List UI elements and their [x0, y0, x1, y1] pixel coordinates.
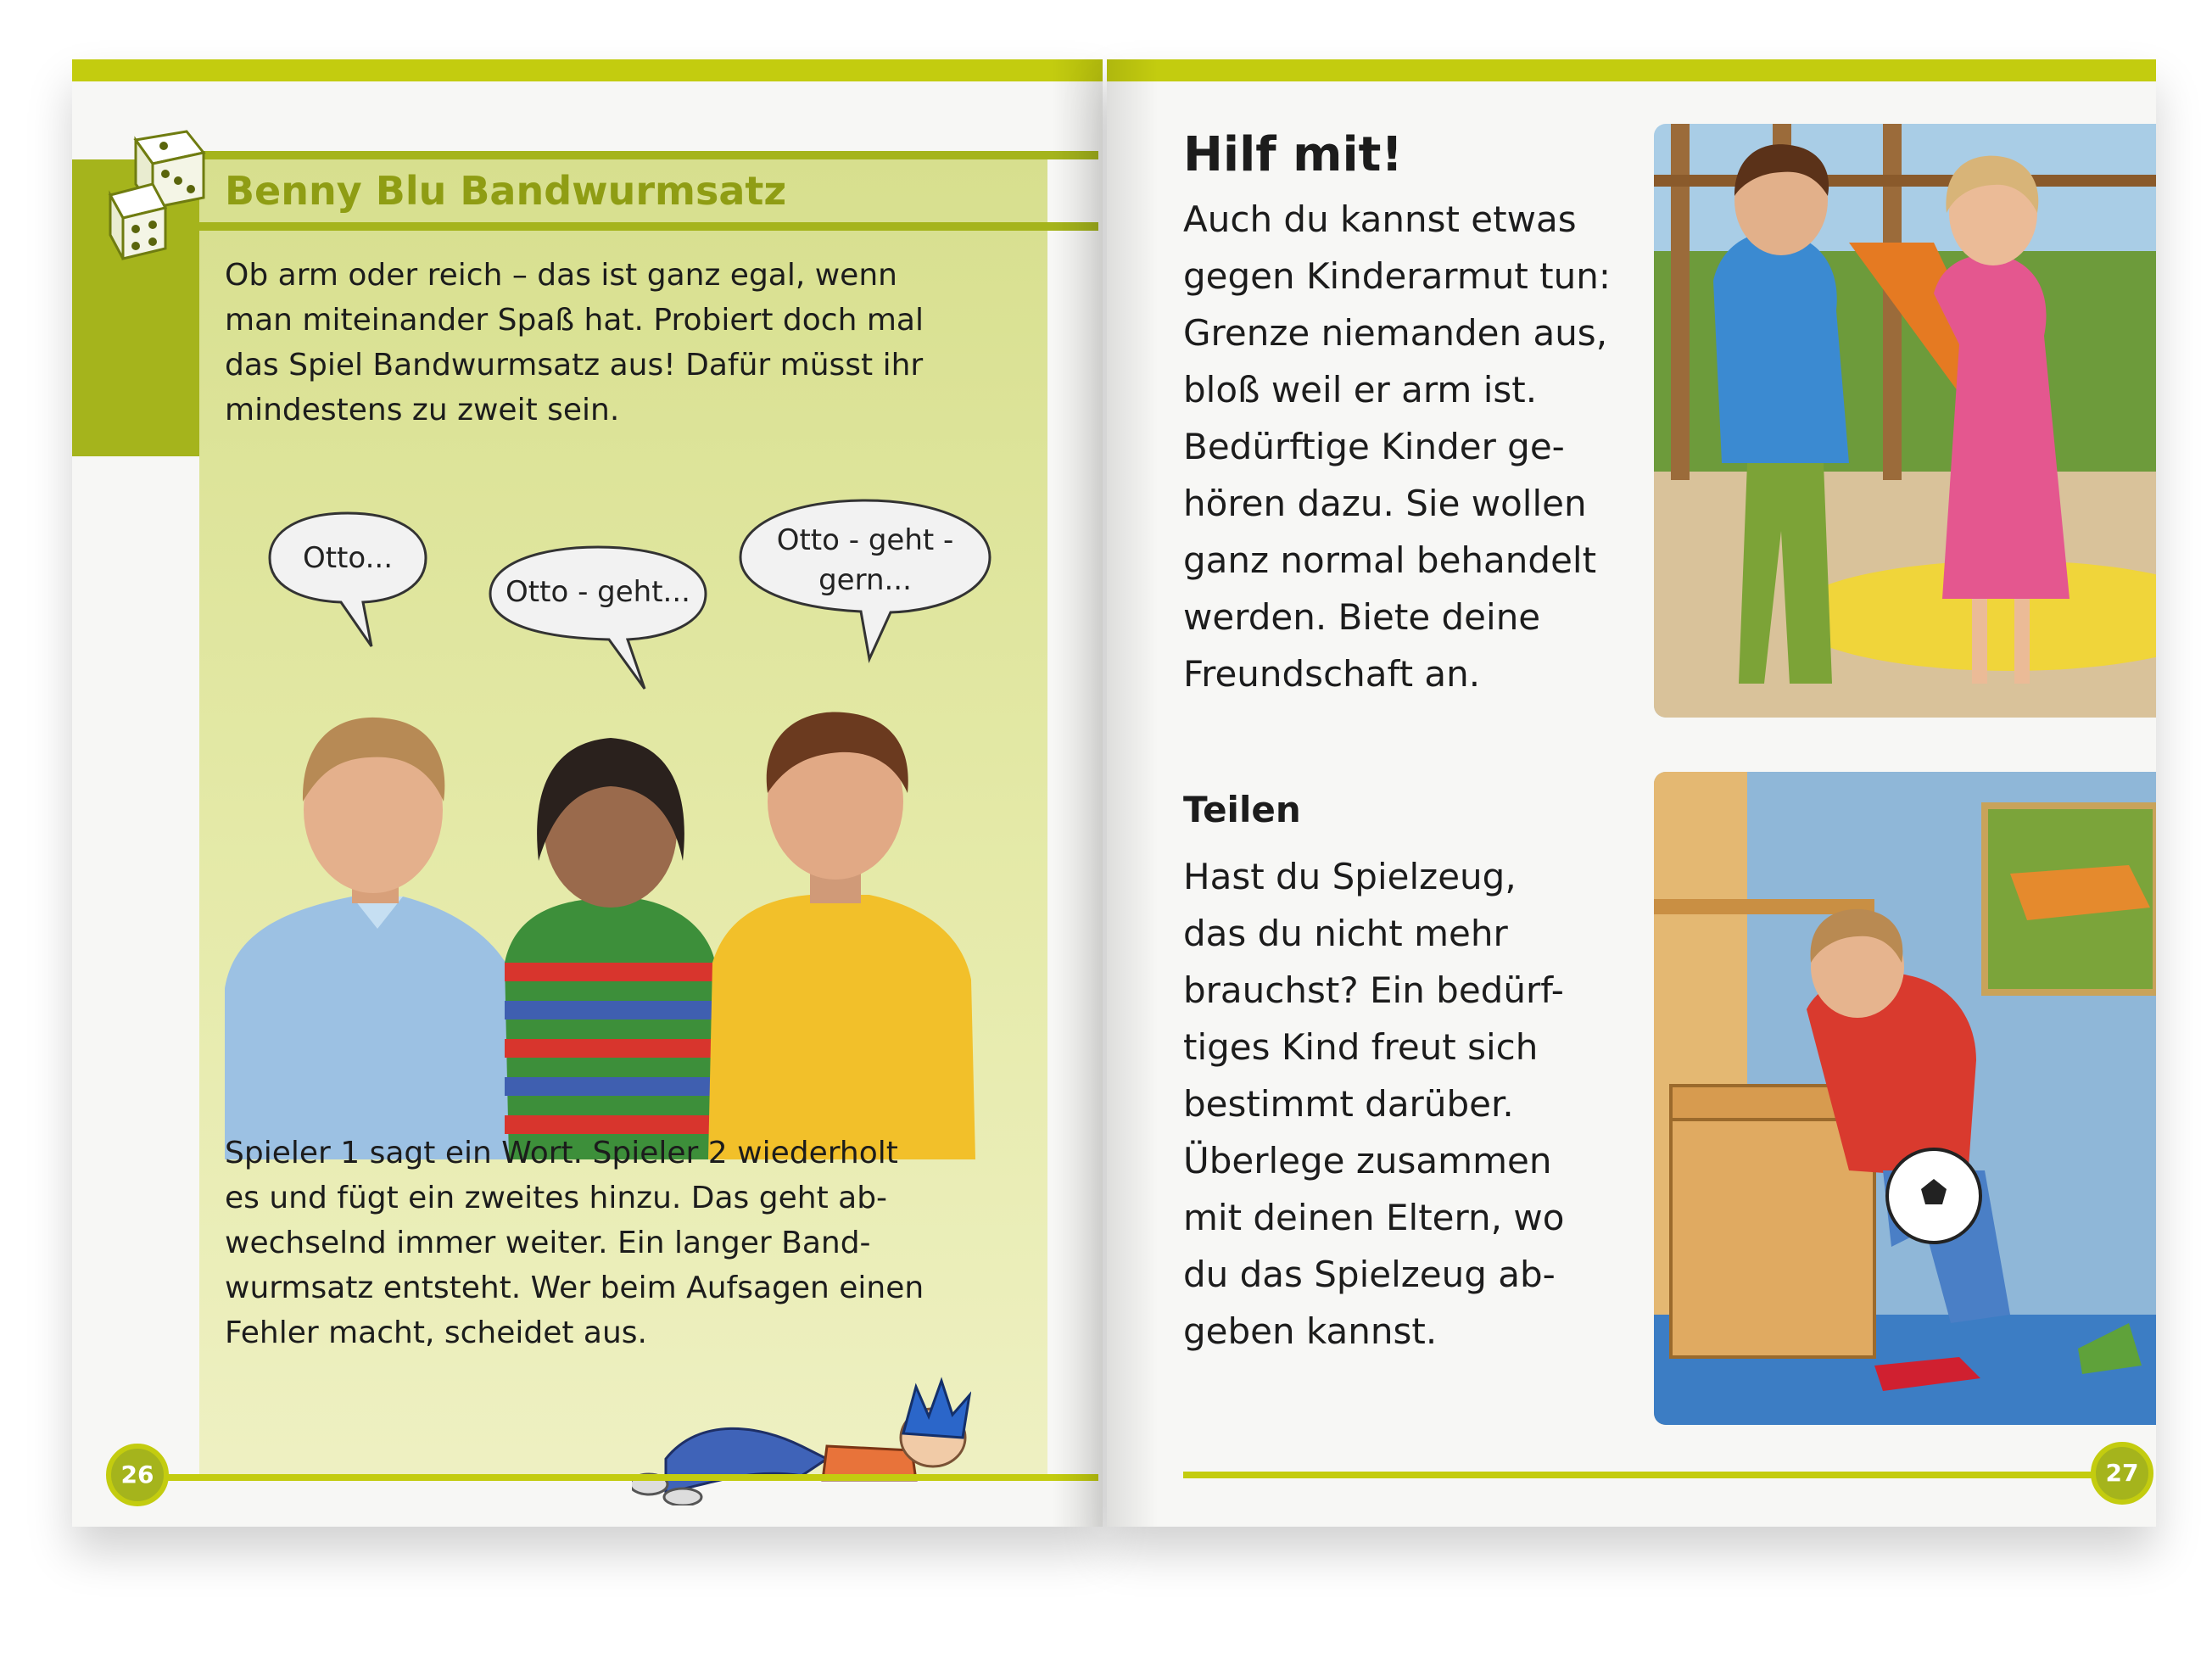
left-page — [72, 59, 1103, 1527]
text-line: das du nicht mehr — [1183, 913, 1508, 954]
text-line: mindestens zu zweit sein. — [225, 393, 620, 427]
text-line: gegen Kinderarmut tun: — [1183, 255, 1612, 297]
box-title: Benny Blu Bandwurmsatz — [225, 168, 787, 214]
text-line: bloß weil er arm ist. — [1183, 369, 1538, 411]
text-line: tiges Kind freut sich — [1183, 1026, 1539, 1068]
text-line: man miteinander Spaß hat. Probiert doch mal — [225, 303, 924, 338]
text-line: Grenze niemanden aus, — [1183, 312, 1608, 354]
dice-icon — [106, 123, 216, 267]
section-subtitle: Teilen — [1183, 789, 1301, 830]
text-line: Bedürftige Kinder ge- — [1183, 426, 1565, 467]
handshake-illustration — [1654, 124, 2156, 718]
text-line: Fehler macht, scheidet aus. — [225, 1315, 647, 1350]
sharing-paragraph — [1183, 848, 1667, 1360]
text-line: Freundschaft an. — [1183, 653, 1481, 695]
text-line: Überlege zusammen — [1183, 1140, 1552, 1181]
rules-paragraph — [225, 1131, 1039, 1355]
text-line: bestimmt darüber. — [1183, 1083, 1514, 1125]
text-line: ganz normal behandelt — [1183, 539, 1597, 581]
page-gutter-shadow — [1052, 59, 1103, 1527]
text-line: hören dazu. Sie wollen — [1183, 483, 1587, 524]
heading-rule-top — [199, 151, 1098, 159]
benny-blu-illustration — [632, 1366, 971, 1505]
speech-bubble-text: Otto - geht - — [776, 523, 954, 557]
footer-rule — [165, 1474, 1098, 1481]
text-line: Auch du kannst etwas — [1183, 198, 1577, 240]
text-line: das Spiel Bandwurmsatz aus! Dafür müsst ihr — [225, 348, 924, 383]
heading-rule-bottom — [199, 222, 1098, 231]
page-gutter-shadow — [1107, 59, 1158, 1527]
speech-bubble-text: Otto... — [302, 541, 394, 575]
children-illustration — [225, 708, 1009, 1159]
speech-bubble — [263, 509, 433, 653]
right-page — [1107, 59, 2156, 1527]
page-number: 27 — [2091, 1442, 2153, 1505]
text-line: Ob arm oder reich – das ist ganz egal, wenn — [225, 258, 897, 293]
text-line: wurmsatz entsteht. Wer beim Aufsagen einen — [225, 1271, 924, 1305]
text-line: es und fügt ein zweites hinzu. Das geht ab- — [225, 1181, 888, 1215]
text-line: Hast du Spielzeug, — [1183, 856, 1517, 897]
text-line: mit deinen Eltern, wo — [1183, 1197, 1565, 1238]
text-line: werden. Biete deine — [1183, 596, 1541, 638]
speech-bubble-text: Otto - geht... — [506, 575, 690, 609]
text-line: Spieler 1 sagt ein Wort. Spieler 2 wiederholt — [225, 1136, 898, 1170]
footer-rule — [1183, 1472, 2103, 1478]
help-paragraph — [1183, 191, 1667, 702]
top-accent-bar — [72, 59, 1103, 81]
page-number: 26 — [106, 1444, 169, 1506]
top-accent-bar — [1107, 59, 2156, 81]
speech-bubble — [483, 543, 712, 695]
toy-chest-illustration — [1654, 772, 2156, 1425]
text-line: wechselnd immer weiter. Ein langer Band- — [225, 1226, 871, 1260]
text-line: du das Spielzeug ab- — [1183, 1254, 1556, 1295]
text-line: geben kannst. — [1183, 1310, 1438, 1352]
section-title: Hilf mit! — [1183, 127, 1403, 182]
intro-paragraph — [225, 253, 1039, 433]
speech-bubble-text: gern... — [818, 563, 912, 597]
text-line: brauchst? Ein bedürf- — [1183, 969, 1564, 1011]
